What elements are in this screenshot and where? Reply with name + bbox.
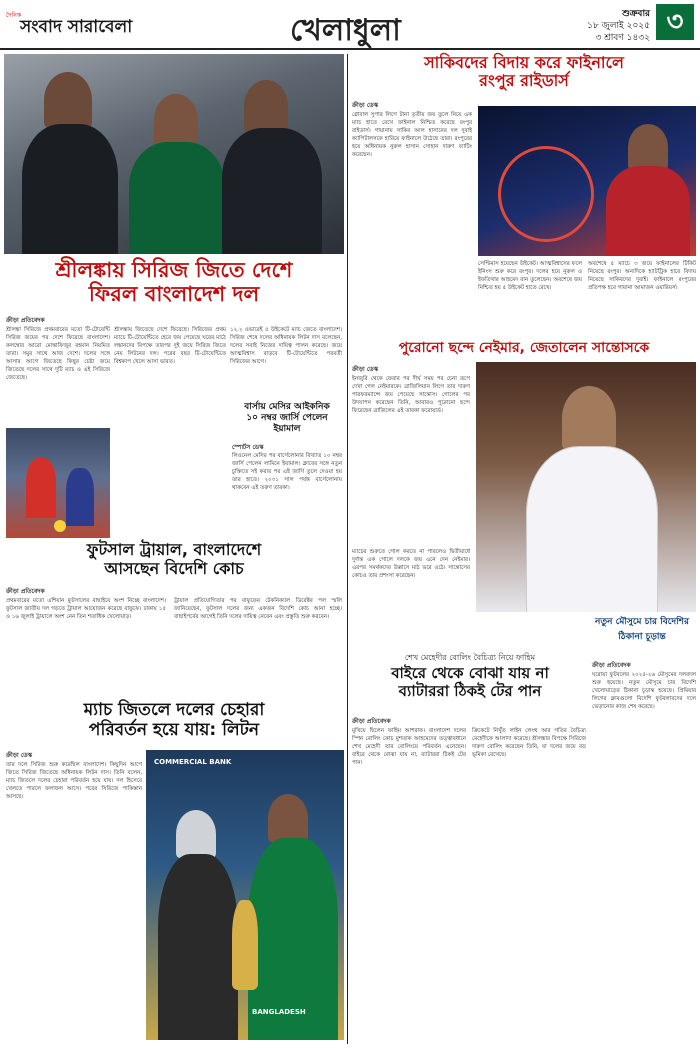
official-suit <box>158 854 238 1040</box>
foreigners-text: ঘরোয়া ফুটবলের ২০২৫-২৬ মৌসুমের দলবদল শুরু হয়েছে। নতুন মৌসুমে চার বিদেশি খেলোয়াড়ের ঠিকানা চূড়ান্ত হয়েছে। প্রিমিয়ার লিগের ক্লাবগুলো বিদেশি ফুটবলারদের দলে ভেড়ানোর কাজ শেষ করেছে। <box>592 672 696 710</box>
shakib-head <box>628 124 668 170</box>
yamal-headline[interactable] <box>232 402 342 434</box>
futsal-headline-line2: আসছেন বিদেশি কোচ <box>104 559 244 579</box>
lanka-text-col3: ১২.২ ওভারেই ৫ উইকেটে ম্যাচ জেতে বাংলাদেশ। সিরিজ শেষে দলের অধিনায়ক লিটন দাস বলেছেন, দলের সবাই নিজের দায়িত্ব পালন করেছে। জয়ে আত্মবিশ্বাস বাড়বে টি-টোয়েন্টিতে পরবর্তী সিরিজের আগে। <box>230 327 342 365</box>
futsal-text-col1: প্রথমবারের মতো এশিয়ান ফুটসালের বাছাইয়ে অংশ নিচ্ছে বাংলাদেশ। ফুটসাল জাতীয় দল গড়তে ট্রায়াল আয়োজন করেছে বাফুফে। ঢাকায় ১৫ ও ১৬ জুলাই ট্রায়ালে অংশ নেন তিন শতাধিক খেলোয়াড়। <box>6 598 166 620</box>
futsal-headline[interactable] <box>4 540 344 578</box>
column-divider <box>347 54 348 1044</box>
ring-graphic <box>498 146 594 242</box>
neymar-text-col2: ম্যাচের শুরুতে গোল করতে না পারলেও দ্বিতীয়ার্ধে দুর্দান্ত এক গোলে দলকে জয় এনে দেন নেইমার। এরপর সমর্থকদের উল্লাসে মাঠ ভরে ওঠে। সান্তোসের কোচও তার প্রশংসা করেছেন। <box>352 549 470 579</box>
shakib-jersey <box>606 166 690 256</box>
lanka-headline[interactable] <box>4 258 344 306</box>
foreigners-byline: ক্রীড়া প্রতিবেদক <box>592 662 631 669</box>
futsal-photo <box>6 428 110 538</box>
player-head-1 <box>44 72 92 128</box>
fahim-headline[interactable] <box>352 664 588 700</box>
neymar-head <box>562 386 616 450</box>
lanka-text-col2: শ্রীলঙ্কায় জিতেছে দেশে ফিরেছে। সিরিজের প্রথম ম্যাচে টি-টোয়েন্টিতে হেরে জয় পেয়েছে ঘরের মাঠে লঙ্কানদের বিপক্ষে তারপর দুই জয়ে সিরিজ জিতে নেয় লিটনের দল। পরের বছর টি-টোয়েন্টিতে বিশ্বকাপ খেলে আসা ভারত। <box>114 327 226 365</box>
shakib-photo <box>478 106 696 256</box>
player-head-2 <box>154 94 198 146</box>
liton-text: তার দলে সিরিজ শুরু করেছিল বাংলাদেশ। কিছুদিন আগে জিতে সিরিজ জিতেছে অধিনায়ক লিটন দাস। তিনি বলেন, ম্যাচ জিতলে দলের চেহারা পরিবর্তন হয়ে যায়। দল হিসেবে খেলতে পারলে ফলাফল আসে। পরের সিরিজে পাকিস্তান আসছে। <box>6 762 142 800</box>
yamal-headline-line2: ১০ নম্বর জার্সি পেলেন <box>246 412 328 423</box>
date-block <box>560 8 650 44</box>
yamal-text: লিওনেল মেসির পর বার্সেলোনার বিখ্যাত ১০ নম্বর জার্সি পেলেন লামিনে ইয়ামাল। ক্লাবের সঙ্গে নতুন চুক্তিতে সই করার পর এই জার্সি তুলে দেওয়া হয় তার হাতে। ২০৩১ সাল পর্যন্ত বার্সেলোনায় থাকবেন এই তরুণ তারকা। <box>232 453 342 491</box>
futsal-byline: ক্রীড়া প্রতিবেদক <box>6 588 45 595</box>
jersey-text: BANGLADESH <box>252 1008 306 1016</box>
fahim-text-col1: মুখিয়ে ছিলেন ফাহিম আশরাফ। বাংলাদেশ দলের স্পিন বোলিং কোচ মুশতাক আহমেদের তত্ত্বাবধানে শেখ মেহেদী তার বোলিংয়ে পরিবর্তন এনেছেন। বাইরে থেকে বোঝা যায় না, ব্যাটাররা ঠিকই টের পান। <box>352 728 466 766</box>
sponsor-banner: COMMERCIAL BANK <box>154 758 232 766</box>
neymar-jersey <box>526 446 658 612</box>
neymar-text-col1: ইনজুরি থেকে ফেরার পর দীর্ঘ সময় পর চেনা রূপে দেখা গেল নেইমারকে। ব্রাজিলিয়ান লিগে তার দারুণ পারফরম্যান্সে জয় পেয়েছে সান্তোস। গোলের পর উদযাপন করেছেন তিনি, আবারও পুরোনো ছন্দে ফিরেছেন ব্রাজিলের এই তারকা ফরোয়ার্ড। <box>352 376 470 414</box>
neymar-headline[interactable]: পুরোনো ছন্দে নেইমার, জেতালেন সান্তোসকে <box>398 340 650 356</box>
futsal-text-col2: ট্রায়াল প্রতিযোগিতার পর বাফুফের টেকনিক্যাল ডিরেক্টর পল স্মলি জানিয়েছেন, ফুটসাল দলের জন্য একজন বিদেশি কোচ আনা হচ্ছে। বাছাইপর্বের আগেই তিনি দলের দায়িত্ব নেবেন এবং প্রস্তুতি শুরু করবেন। <box>174 598 342 620</box>
shakib-byline: ক্রীড়া ডেস্ক <box>352 102 379 109</box>
futsal-headline-line1: ফুটসাল ট্রায়াল, বাংলাদেশে <box>86 540 262 559</box>
liton-headline-line2: পরিবর্তন হয়ে যায়: লিটন <box>88 720 260 741</box>
team-return-photo <box>4 54 344 254</box>
fahim-kicker: শেখ মেহেদীর বোলিং বৈচিত্র্য নিয়ে ফাহিম <box>404 653 536 662</box>
liton-headline-line1: ম্যাচ জিতলে দলের চেহারা <box>83 700 265 720</box>
shakib-headline-line2: রংপুর রাইডার্স <box>479 71 569 91</box>
neymar-photo-caption: নতুন মৌসুমে চার বিদেশির ঠিকানা চূড়ান্ত <box>595 617 689 642</box>
player-jersey-2 <box>129 142 225 254</box>
shakib-text-col1: গ্লোবাল সুপার লিগে টানা তৃতীয় জয় তুলে নিয়ে এক ম্যাচ হাতে রেখে ফাইনাল নিশ্চিত করেছে রংপুর রাইডার্স। গায়ানায় সাকিব আল হাসানের দল দুবাই ক্যাপিটালসকে হারিয়ে ফাইনালে উঠেছে তারা। রংপুরের হয়ে অধিনায়ক নুরুল হাসান সোহান দারুণ ব্যাটিং করেছেন। <box>352 112 472 158</box>
official-head <box>176 810 216 858</box>
lanka-byline: ক্রীড়া প্রতিবেদক <box>6 317 45 324</box>
liton-headline[interactable] <box>4 700 344 741</box>
liton-byline: ক্রীড়া ডেস্ক <box>6 752 33 759</box>
fahim-byline: ক্রীড়া প্রতিবেদক <box>352 718 391 725</box>
trophy-ceremony-photo <box>146 750 344 1040</box>
player-jersey-3 <box>222 128 322 254</box>
fahim-text-col2: ক্রিকেটে নিখুঁত লাইন লেংথ আর গতির বৈচিত্র্য মেহেদীকে আলাদা করেছে। শ্রীলঙ্কার বিপক্ষে সিরিজে দারুণ বোলিং করেছেন তিনি, যা দলের জয়ে বড় ভূমিকা রেখেছে। <box>472 728 586 758</box>
weekday: শুক্রবার <box>622 9 650 19</box>
newspaper-logo[interactable] <box>6 10 176 38</box>
masthead <box>0 0 700 50</box>
shakib-headline[interactable] <box>352 54 696 91</box>
lanka-headline-line2: ফিরল বাংলাদেশ দল <box>88 282 260 307</box>
lanka-headline-line1: শ্রীলঙ্কায় সিরিজ জিতে দেশে <box>55 258 293 282</box>
shakib-text-col3: অবশেষে ৫ ম্যাচে ৩ জয়ে ফাইনালের টিকিট নিয়েছে রংপুর। অন্যদিকে হ্যাটট্রিক হারে বিদায় নিয়েছে সাকিবদের দুবাই। ফাইনালে রংপুরের প্রতিপক্ষ হবে গায়ানা আমাজন ওয়ারিয়র্স। <box>588 261 696 291</box>
futsal-player-2 <box>66 468 94 526</box>
logo-text: সংবাদ সারাবেলা <box>20 17 133 37</box>
player-head-3 <box>244 80 288 132</box>
captain-head <box>268 794 308 842</box>
logo-prefix: দৈনিক <box>6 12 22 19</box>
futsal-player-1 <box>26 458 56 518</box>
fahim-headline-line1: বাইরে থেকে বোঝা যায় না <box>391 664 549 682</box>
player-jersey-1 <box>22 124 118 254</box>
shakib-headline-line1: সাকিবদের বিদায় করে ফাইনালে <box>424 53 624 72</box>
date-bangla: ৩ শ্রাবণ ১৪৩২ <box>595 33 650 43</box>
neymar-byline: ক্রীড়া ডেস্ক <box>352 366 379 373</box>
yamal-byline: স্পোর্টস ডেস্ক <box>232 444 264 451</box>
yamal-headline-line3: ইয়ামাল <box>273 423 301 434</box>
neymar-photo <box>476 362 696 612</box>
page-number: ৩ <box>656 4 694 40</box>
date-english: ১৮ জুলাই ২০২৫ <box>587 21 650 31</box>
fahim-headline-line2: ব্যাটাররা ঠিকই টের পান <box>398 682 542 700</box>
yamal-headline-line1: বার্সায় মেসির আইকনিক <box>244 402 330 412</box>
lanka-text-col1: শ্রীলঙ্কা সিরিজে প্রথমবারের মতো টি-টোয়েন্টি সিরিজ জয়ের পর দেশে ফিরেছে বাংলাদেশ। কলম্বোর আরো মোন্তাফিজুর রহমান নিয়মিত তারা। সমুর সাথে আজ দেশে। দলের সঙ্গে আসার আগে জিতেছে কিছুর চেষ্টা জয়ে জিতেছে দলের সাথে দুটি ম্যাচ ও এই সিরিজে জেতেছে। <box>6 327 110 381</box>
football-icon <box>54 520 66 532</box>
trophy-icon <box>232 900 258 990</box>
section-title: খেলাধুলা <box>290 13 401 48</box>
shakib-text-col2: সেপ্টিমাস হয়েছেন উইকেট। আত্মবিশ্বাসের ফলে ইনিংস শুরু করে রংপুর। দলের হয়ে নুরুল ও ইফতিখার আহমেদ রান তুলেছেন। অবশেষে জয় নিশ্চিত হয় ৫ উইকেট হাতে রেখে। <box>478 261 582 291</box>
